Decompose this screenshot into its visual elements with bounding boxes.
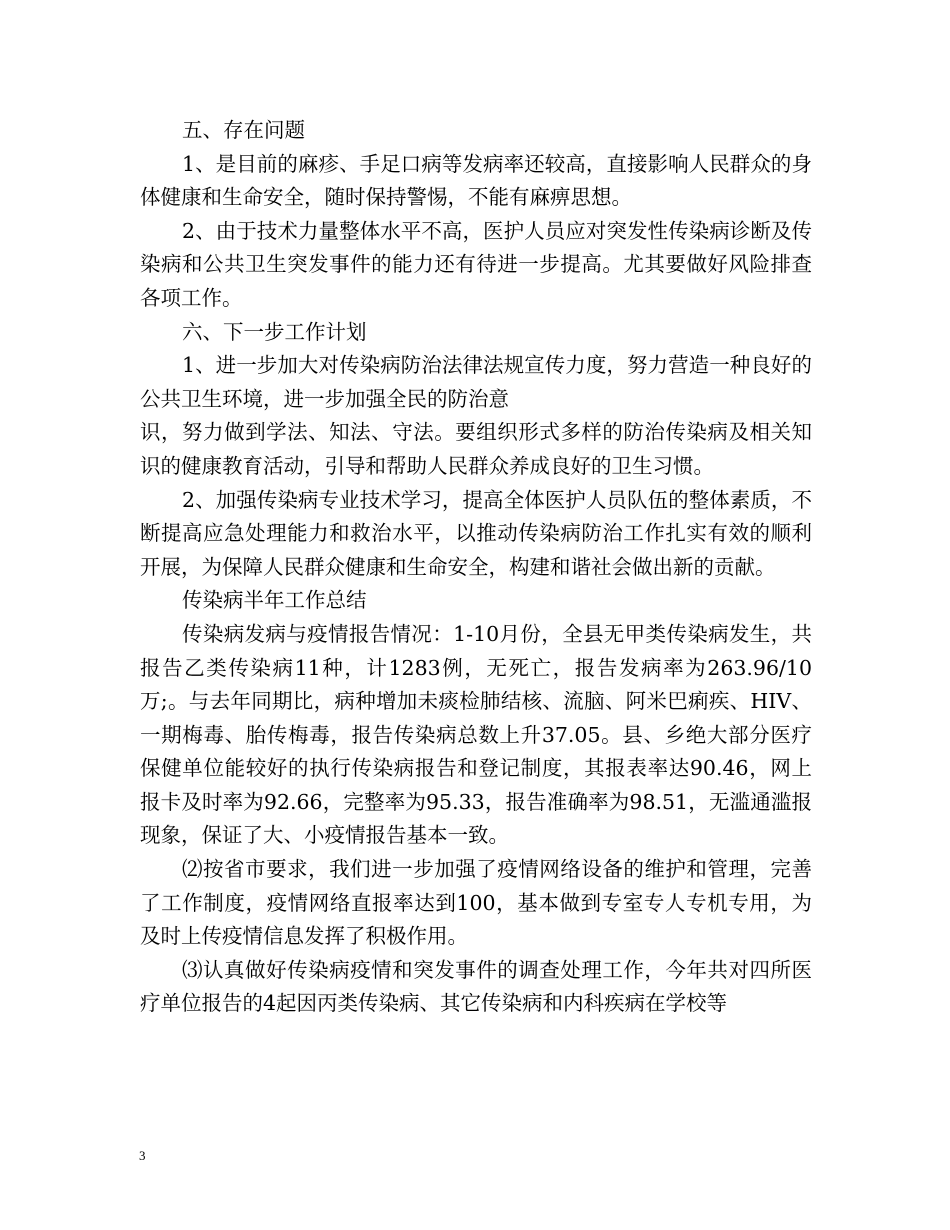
paragraph: 1、进一步加大对传染病防治法律法规宣传力度，努力营造一种良好的公共卫生环境，进一步加强全民的防治意 <box>140 353 812 411</box>
document-body <box>140 114 812 1021</box>
paragraph: ⑶认真做好传染病疫情和突发事件的调查处理工作，今年共对四所医疗单位报告的4起因丙类传染病、其它传染病和内科疾病在学校等 <box>140 957 812 1016</box>
paragraph: 2、加强传染病专业技术学习，提高全体医护人员队伍的整体素质，不断提高应急处理能力和救治水平，以推动传染病防治工作扎实有效的顺利开展，为保障人民群众健康和生命安全，构建和谐社会做出新的贡献。 <box>140 487 812 579</box>
paragraph: 传染病发病与疫情报告情况：1-10月份，全县无甲类传染病发生，共报告乙类传染病11种，计1283例，无死亡，报告发病率为263.96/10万;。与去年同期比，病种增加未痰检肺结核、流脑、阿米巴痢疾、HIV、一期梅毒、胎传梅毒，报告传染病总数上升37.05。县、乡绝大部分医疗保健单位能较好的执行传染病报告和登记制度，其报表率达90.46，网上报卡及时率为92.66，完整率为95.33，报告准确率为98.51，无滥通滥报现象，保证了大、小疫情报告基本一致。 <box>140 621 812 848</box>
paragraph: 2、由于技术力量整体水平不高，医护人员应对突发性传染病诊断及传染病和公共卫生突发事件的能力还有待进一步提高。尤其要做好风险排查各项工作。 <box>140 218 812 310</box>
paragraph: 识，努力做到学法、知法、守法。要组织形式多样的防治传染病及相关知识的健康教育活动，引导和帮助人民群众养成良好的卫生习惯。 <box>140 420 812 478</box>
paragraph: ⑵按省市要求，我们进一步加强了疫情网络设备的维护和管理，完善了工作制度，疫情网络直报率达到100，基本做到专室专人专机专用，为及时上传疫情信息发挥了积极作用。 <box>140 857 812 949</box>
section-heading-problems: 五、存在问题 <box>182 118 305 142</box>
section-heading-summary: 传染病半年工作总结 <box>182 588 367 613</box>
paragraph: 1、是目前的麻疹、手足口病等发病率还较高，直接影响人民群众的身体健康和生命安全，随时保持警惕，不能有麻痹思想。 <box>140 151 812 210</box>
section-heading-next-steps: 六、下一步工作计划 <box>182 319 367 344</box>
page-number: 3 <box>139 1148 146 1163</box>
